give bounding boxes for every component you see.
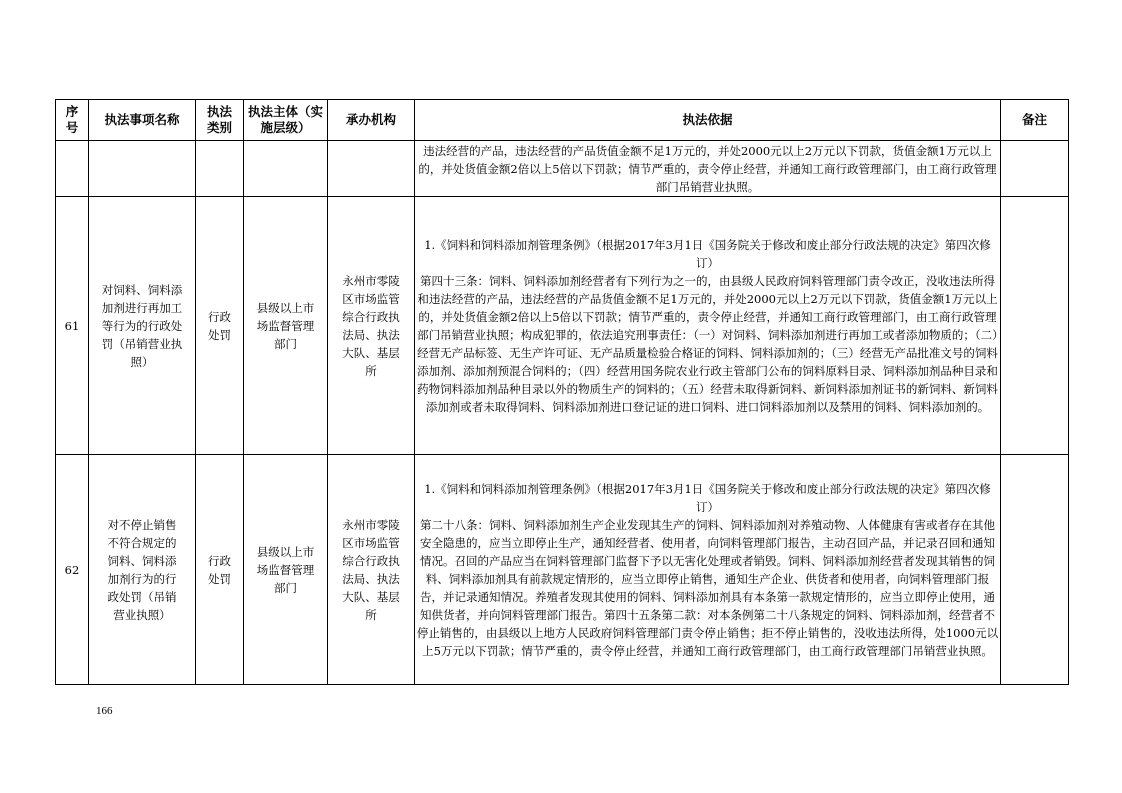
header-subject	[244, 100, 328, 141]
cell-subject-text: 县级以上市场监督管理部门	[256, 300, 315, 351]
cell-basis: 违法经营的产品，违法经营的产品货值金额不足1万元的，并处2000元以上2万元以下罚款，货值金额1万元以上的，并处货值金额2倍以上5倍以下罚款；情节严重的，责令停止经营，并通知工商行政管理部门，由工商行政管理部门吊销营业执照。	[415, 141, 1001, 197]
cell-name	[89, 141, 196, 197]
cell-basis	[415, 455, 1001, 685]
header-seq-label: 序号	[65, 104, 79, 135]
header-name: 执法事项名称	[89, 100, 196, 141]
header-category	[196, 100, 244, 141]
cell-note	[1001, 141, 1069, 197]
cell-basis	[415, 197, 1001, 455]
cell-subject	[244, 141, 328, 197]
cell-name	[89, 197, 196, 455]
cell-category-text: 行政处罚	[208, 553, 231, 586]
cell-category	[196, 455, 244, 685]
header-agency: 承办机构	[328, 100, 415, 141]
cell-category	[196, 141, 244, 197]
cell-seq: 62	[56, 455, 89, 685]
cell-category	[196, 197, 244, 455]
cell-name-text: 对饲料、饲料添加剂进行再加工等行为的行政处罚（吊销营业执照）	[101, 282, 183, 369]
cell-seq	[56, 141, 89, 197]
cell-name-text: 对不停止销售不符合规定的饲料、饲料添加剂行为的行政处罚（吊销营业执照）	[107, 517, 177, 622]
cell-category-text: 行政处罚	[208, 309, 231, 342]
cell-basis-text: 1.《饲料和饲料添加剂管理条例》（根据2017年3月1日《国务院关于修改和废止部分行政法规的决定》第四次修订） 第二十八条：饲料、饲料添加剂生产企业发现其生产的饲料、饲料添加剂对养殖动物、人体健康有害或者存在其他安全隐患的，应当立即停止生产，通知经营者、使用者，向饲料管理部门报告，主动召回产品，并记录召回和通知情况。召回的产品应当在饲料管理部门监督下予以无害化处理或者销毁。饲料、饲料添加剂经营者发现其销售的饲料、饲料添加剂具有前款规定情形的，应当立即停止销售，通知生产企业、供货者和使用者，向饲料管理部门报告，并记录通知情况。养殖者发现其使用的饲料、饲料添加剂具有本条第一款规定情形的，应当立即停止使用，通知供货者，并向饲料管理部门报告。第四十五条第二款：对本条例第二十八条规定的饲料、饲料添加剂，经营者不停止销售的，由县级以上地方人民政府饲料管理部门责令停止销售；拒不停止销售的，没收违法所得，处1000元以上5万元以下罚款；情节严重的，责令停止经营，并通知工商行政管理部门，由工商行政管理部门吊销营业执照。	[416, 481, 999, 658]
cell-basis-text: 1.《饲料和饲料添加剂管理条例》（根据2017年3月1日《国务院关于修改和废止部分行政法规的决定》第四次修订） 第四十三条：饲料、饲料添加剂经营者有下列行为之一的，由县级人民政府饲料管理部门责令改正，没收违法所得和违法经营的产品，违法经营的产品货值金额不足1万元的，并处2000元以上2万元以下罚款，货值金额1万元以上的，并处货值金额2倍以上5倍以下罚款；情节严重的，责令停止经营，并通知工商行政管理部门，由工商行政管理部门吊销营业执照；构成犯罪的，依法追究刑事责任：（一）对饲料、饲料添加剂进行再加工或者添加物质的；（二）经营无产品标签、无生产许可证、无产品质量检验合格证的饲料、饲料添加剂的；（三）经营无产品批准文号的饲料添加剂、添加剂预混合饲料的；（四）经营用国务院农业行政主管部门公布的饲料原料目录、饲料添加剂品种目录和药物饲料添加剂品种目录以外的物质生产的饲料的；（五）经营未取得新饲料、新饲料添加剂证书的新饲料、新饲料添加剂或者未取得饲料、饲料添加剂进口登记证的进口饲料、进口饲料添加剂以及禁用的饲料、饲料添加剂的。	[417, 237, 998, 414]
cell-subject	[244, 197, 328, 455]
cell-agency	[328, 141, 415, 197]
cell-note	[1001, 455, 1069, 685]
header-note: 备注	[1001, 100, 1069, 141]
page-number: 166	[96, 705, 113, 717]
header-row	[56, 100, 1069, 141]
table-row	[56, 197, 1069, 455]
enforcement-table	[55, 99, 1069, 685]
table-row	[56, 141, 1069, 197]
cell-name	[89, 455, 196, 685]
cell-seq: 61	[56, 197, 89, 455]
header-category-label: 执法类别	[206, 104, 232, 135]
table-row	[56, 455, 1069, 685]
cell-agency-text: 永州市零陵区市场监管综合行政执法局、执法大队、基层所	[342, 273, 400, 378]
cell-agency-text: 永州市零陵区市场监管综合行政执法局、执法大队、基层所	[342, 517, 400, 622]
header-subject-label: 执法主体（实施层级）	[247, 104, 323, 135]
header-seq	[56, 100, 89, 141]
cell-subject	[244, 455, 328, 685]
cell-agency	[328, 455, 415, 685]
header-basis: 执法依据	[415, 100, 1001, 141]
cell-subject-text: 县级以上市场监督管理部门	[256, 544, 315, 595]
cell-agency	[328, 197, 415, 455]
cell-note	[1001, 197, 1069, 455]
